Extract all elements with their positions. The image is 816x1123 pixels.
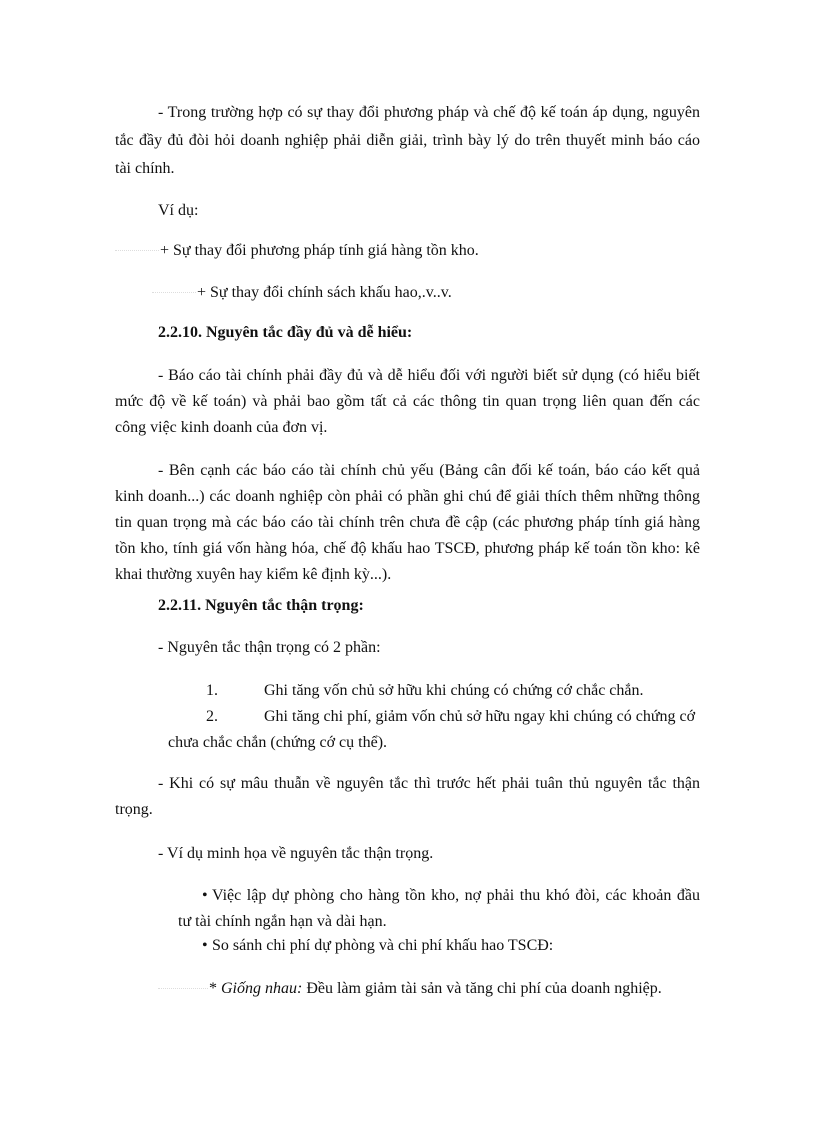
- leader-dots: [158, 988, 208, 991]
- numbered-item-2-num: 2.: [206, 708, 218, 725]
- leader-dots: [152, 292, 196, 295]
- similar-label: Giống nhau:: [221, 980, 303, 997]
- example-item-2: [152, 281, 737, 305]
- numbered-item-2-cont: chưa chắc chắn (chứng cớ cụ thể).: [168, 734, 388, 751]
- para1-line2: tắc đầy đủ đòi hỏi doanh nghiệp phải diễn giải, trình bày lý do trên thuyết minh báo cáo: [115, 132, 700, 149]
- bullet-icon: •: [202, 937, 208, 954]
- para2-line3: công việc kinh doanh của đơn vị.: [115, 419, 328, 436]
- leader-dots: [115, 250, 159, 253]
- para3-line1: - Bên cạnh các báo cáo tài chính chủ yếu (Bảng cân đối kế toán, báo cáo kết quả: [158, 462, 700, 479]
- similar-text: Đều làm giảm tài sản và tăng chi phí của doanh nghiệp.: [306, 980, 662, 997]
- para2-line2: mức độ về kế toán) và phải bao gồm tất cả các thông tin quan trọng liên quan đến các: [115, 393, 700, 410]
- example-item-1: [115, 239, 700, 263]
- para3-line4: tồn kho, tính giá vốn hàng hóa, chế độ khấu hao TSCĐ, phương pháp kế toán tồn kho: kê: [115, 540, 700, 557]
- numbered-item-2-text: Ghi tăng chi phí, giảm vốn chủ sở hữu ngay khi chúng có chứng cớ: [264, 708, 696, 725]
- para3-line2: kinh doanh...) các doanh nghiệp còn phải có phần ghi chú để giải thích thêm những thông: [115, 488, 700, 505]
- prudence-intro: - Nguyên tắc thận trọng có 2 phần:: [158, 639, 381, 656]
- bullet-item-1-text: Việc lập dự phòng cho hàng tồn kho, nợ phải thu khó đòi, các khoản đầu: [212, 887, 700, 904]
- para1-line3: tài chính.: [115, 160, 175, 177]
- example-label: Ví dụ:: [158, 202, 199, 219]
- para3-line5: khai thường xuyên hay kiểm kê định kỳ...).: [115, 566, 392, 583]
- numbered-item-1-num: 1.: [206, 682, 218, 699]
- heading-2-2-10: 2.2.10. Nguyên tắc đầy đủ và dễ hiểu:: [158, 324, 413, 341]
- bullet-item-2-text: So sánh chi phí dự phòng và chi phí khấu hao TSCĐ:: [212, 937, 554, 954]
- conflict-line1: - Khi có sự mâu thuẫn về nguyên tắc thì trước hết phải tuân thủ nguyên tắc thận: [158, 775, 700, 792]
- example-intro: - Ví dụ minh họa về nguyên tắc thận trọng.: [158, 845, 434, 862]
- numbered-item-1: [206, 679, 791, 703]
- bullet-item-2: [202, 934, 787, 958]
- para2-line1: - Báo cáo tài chính phải đầy đủ và dễ hiểu đối với người biết sử dụng (có hiểu biết: [158, 367, 700, 384]
- conflict-line2: trọng.: [115, 801, 153, 818]
- heading-2-2-11: 2.2.11. Nguyên tắc thận trọng:: [158, 597, 364, 614]
- similar-line: * Giống nhau: Đều làm giảm tài sản và tăng chi phí của doanh nghiệp.: [158, 977, 743, 1001]
- example-item-1-text: + Sự thay đổi phương pháp tính giá hàng tồn kho.: [160, 242, 479, 259]
- para3-line3: tin quan trọng mà các báo cáo tài chính trên chưa đề cập (các phương pháp tính giá hàng: [115, 514, 700, 531]
- numbered-item-2: [206, 705, 791, 729]
- numbered-item-1-text: Ghi tăng vốn chủ sở hữu khi chúng có chứng cớ chắc chắn.: [264, 682, 644, 699]
- example-item-2-text: + Sự thay đổi chính sách khấu hao,.v..v.: [197, 284, 452, 301]
- bullet-item-1: [202, 884, 700, 908]
- bullet-item-1-cont: tư tài chính ngắn hạn và dài hạn.: [178, 913, 387, 930]
- bullet-icon: •: [202, 887, 208, 904]
- para1-line1: - Trong trường hợp có sự thay đổi phương pháp và chế độ kế toán áp dụng, nguyên: [158, 104, 700, 121]
